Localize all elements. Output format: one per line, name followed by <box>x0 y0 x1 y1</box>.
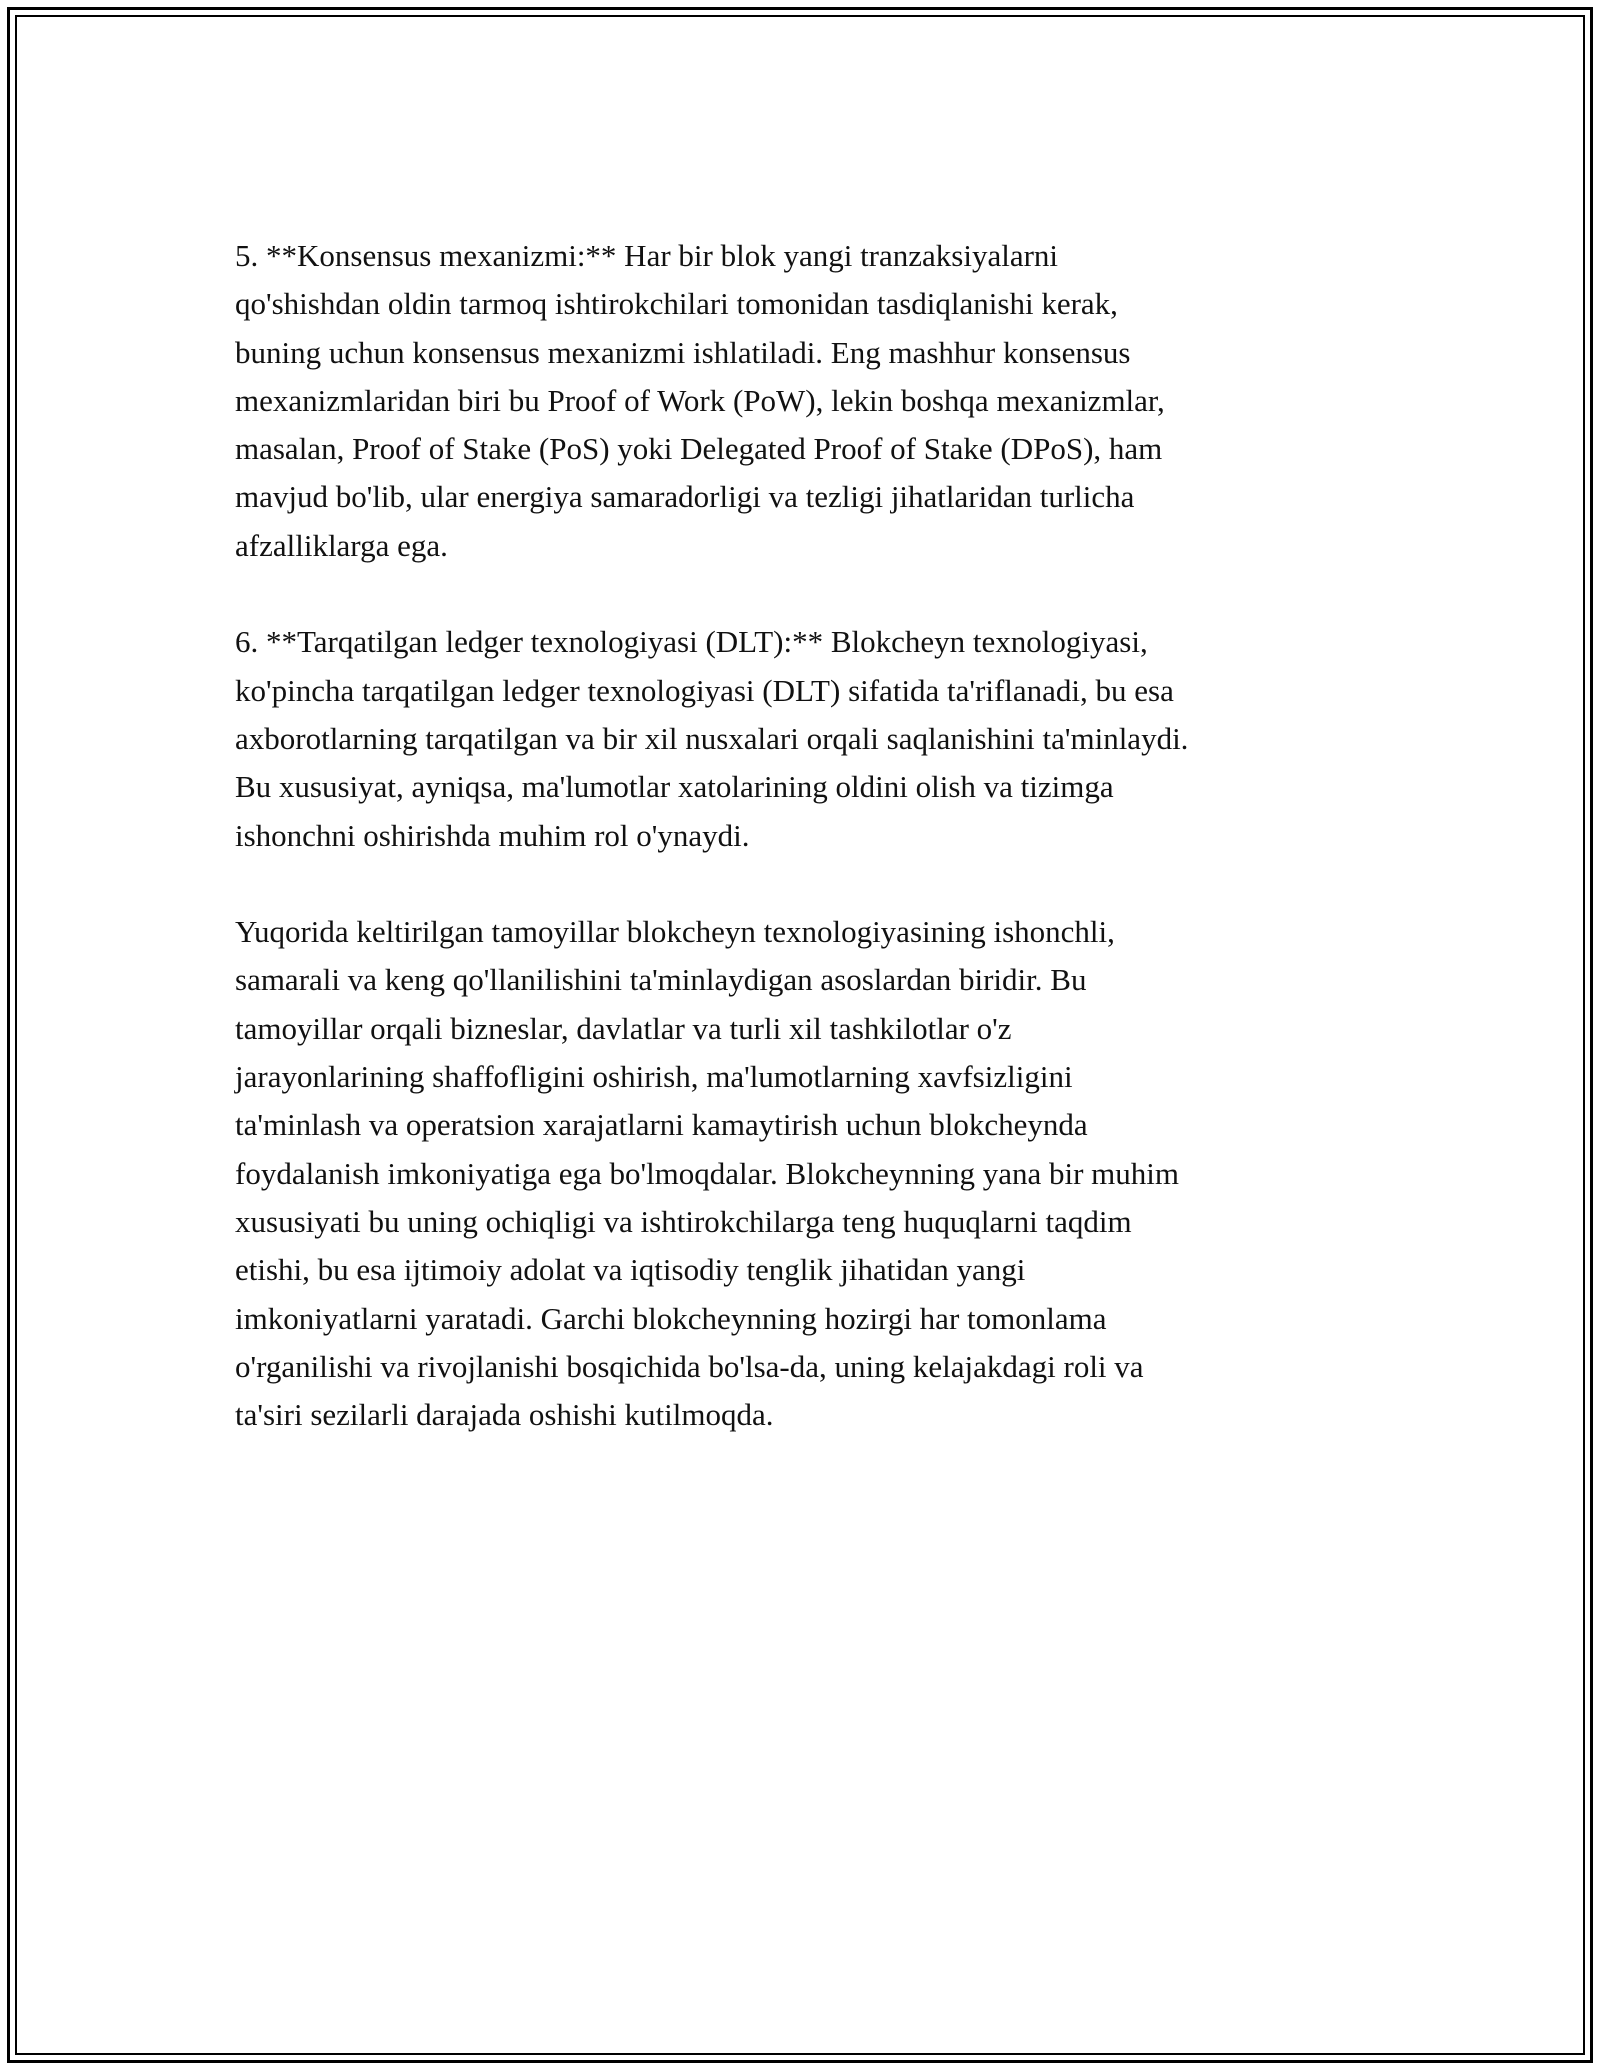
text-line: ko'pincha tarqatilgan ledger texnologiyasi (DLT) sifatida ta'riflanadi, bu esa <box>235 672 1174 708</box>
paragraph-consensus <box>235 232 1385 570</box>
text-line: buning uchun konsensus mexanizmi ishlatiladi. Eng mashhur konsensus <box>235 334 1131 370</box>
text-line: mavjud bo'lib, ular energiya samaradorligi va tezligi jihatlaridan turlicha <box>235 479 1135 515</box>
text-line: Bu xususiyat, ayniqsa, ma'lumotlar xatolarining oldini olish va tizimga <box>235 769 1114 805</box>
text-line: axborotlarning tarqatilgan va bir xil nusxalari orqali saqlanishini ta'minlaydi. <box>235 720 1189 756</box>
text-line: etishi, bu esa ijtimoiy adolat va iqtisodiy tenglik jihatidan yangi <box>235 1252 1026 1288</box>
text-line: 6. **Tarqatilgan ledger texnologiyasi (DLT):** Blokcheyn texnologiyasi, <box>235 624 1148 660</box>
text-line: mexanizmlaridan biri bu Proof of Work (PoW), lekin boshqa mexanizmlar, <box>235 382 1165 418</box>
text-line: qo'shishdan oldin tarmoq ishtirokchilari tomonidan tasdiqlanishi kerak, <box>235 286 1118 322</box>
text-line: ta'siri sezilarli darajada oshishi kutilmoqda. <box>235 1397 774 1433</box>
document-body <box>235 232 1385 1439</box>
text-line: xususiyati bu uning ochiqligi va ishtirokchilarga teng huquqlarni taqdim <box>235 1203 1132 1239</box>
text-line: samarali va keng qo'llanilishini ta'minlaydigan asoslardan biridir. Bu <box>235 962 1087 998</box>
paragraph-spacer <box>235 570 1385 618</box>
text-line: 5. **Konsensus mexanizmi:** Har bir blok yangi tranzaksiyalarni <box>235 238 1059 273</box>
text-line: Yuqorida keltirilgan tamoyillar blokcheyn texnologiyasining ishonchli, <box>235 914 1115 950</box>
paragraph-spacer <box>235 860 1385 908</box>
text-line: jarayonlarining shaffofligini oshirish, ma'lumotlarning xavfsizligini <box>235 1059 1073 1095</box>
paragraph-dlt <box>235 618 1385 859</box>
text-line: afzalliklarga ega. <box>235 527 448 563</box>
text-line: ta'minlash va operatsion xarajatlarni kamaytirish uchun blokcheynda <box>235 1107 1088 1143</box>
text-line: o'rganilishi va rivojlanishi bosqichida bo'lsa-da, uning kelajakdagi roli va <box>235 1348 1144 1384</box>
text-line: masalan, Proof of Stake (PoS) yoki Delegated Proof of Stake (DPoS), ham <box>235 431 1163 467</box>
text-line: foydalanish imkoniyatiga ega bo'lmoqdalar. Blokcheynning yana bir muhim <box>235 1155 1180 1191</box>
paragraph-conclusion <box>235 908 1385 1439</box>
text-line: tamoyillar orqali bizneslar, davlatlar va turli xil tashkilotlar o'z <box>235 1010 1012 1046</box>
text-line: ishonchni oshirishda muhim rol o'ynaydi. <box>235 817 750 853</box>
text-line: imkoniyatlarni yaratadi. Garchi blokcheynning hozirgi har tomonlama <box>235 1300 1107 1336</box>
